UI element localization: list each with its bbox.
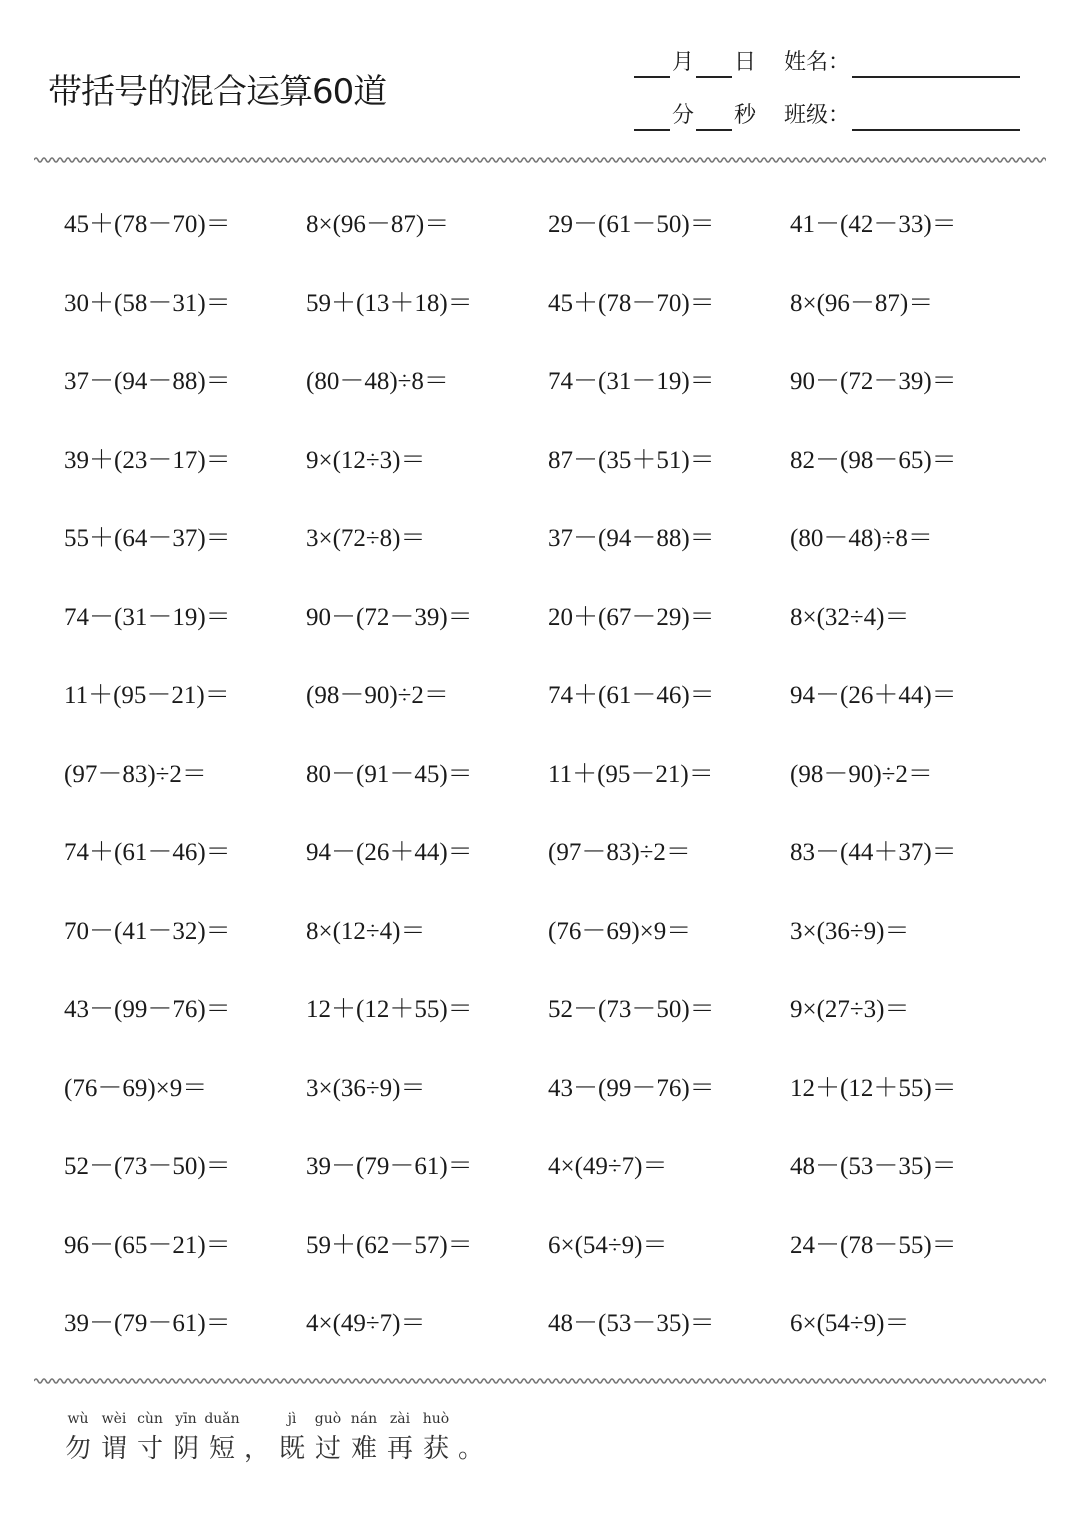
- problem-4: 41－(42－33)＝: [790, 211, 957, 238]
- name-blank[interactable]: [852, 52, 1020, 78]
- problem-32: (98－90)÷2＝: [790, 760, 933, 788]
- proverb-character: 难: [350, 1434, 377, 1464]
- problem-54: 59＋(62－57)＝: [306, 1231, 473, 1259]
- minute-label: 分: [672, 103, 695, 128]
- class-blank[interactable]: [852, 105, 1020, 131]
- top-wavy-path: [34, 158, 1046, 162]
- pinyin-syllable: guò: [314, 1411, 342, 1427]
- problem-3: 29－(61－50)＝: [548, 211, 715, 238]
- worksheet-title: 带括号的混合运算60道: [48, 72, 387, 112]
- problem-34: 94－(26＋44)＝: [306, 839, 473, 866]
- problem-30: 80－(91－45)＝: [306, 760, 473, 788]
- problem-57: 39－(79－61)＝: [64, 1310, 231, 1337]
- problem-31: 11＋(95－21)＝: [548, 760, 714, 788]
- proverb-character: ，: [243, 1434, 270, 1464]
- problem-17: 55＋(64－37)＝: [64, 525, 231, 552]
- class-label: 班级：: [784, 103, 851, 128]
- problem-8: 8×(96－87)＝: [790, 289, 934, 317]
- problem-25: 11＋(95－21)＝: [64, 682, 230, 709]
- problem-24: 8×(32÷4)＝: [790, 603, 910, 631]
- minute-blank[interactable]: [634, 105, 670, 131]
- problem-48: 12＋(12＋55)＝: [790, 1074, 957, 1102]
- pinyin-syllable: nán: [350, 1411, 378, 1427]
- proverb-pinyin: [60, 1411, 488, 1427]
- problem-50: 39－(79－61)＝: [306, 1153, 473, 1180]
- pinyin-syllable: cùn: [137, 1411, 163, 1427]
- problem-53: 96－(65－21)＝: [64, 1231, 231, 1259]
- problem-43: 52－(73－50)＝: [548, 996, 715, 1023]
- problem-44: 9×(27÷3)＝: [790, 996, 910, 1023]
- problem-60: 6×(54÷9)＝: [790, 1310, 910, 1337]
- problem-40: 3×(36÷9)＝: [790, 917, 910, 945]
- problem-41: 43－(99－76)＝: [64, 996, 231, 1023]
- problem-28: 94－(26＋44)＝: [790, 682, 957, 709]
- month-blank[interactable]: [634, 52, 670, 78]
- proverb-character: 过: [314, 1434, 341, 1464]
- proverb-hanzi: [60, 1428, 488, 1465]
- second-label: 秒: [734, 103, 757, 128]
- problem-46: 3×(36÷9)＝: [306, 1074, 426, 1102]
- problem-14: 9×(12÷3)＝: [306, 446, 426, 474]
- bottom-wavy-path: [34, 1379, 1046, 1383]
- time-class-row: [632, 101, 1022, 131]
- proverb-character: 再: [386, 1434, 413, 1464]
- problem-39: (76－69)×9＝: [548, 917, 692, 945]
- problem-11: 74－(31－19)＝: [548, 368, 715, 395]
- problem-59: 48－(53－35)＝: [548, 1310, 715, 1337]
- problem-42: 12＋(12＋55)＝: [306, 996, 473, 1023]
- problem-23: 20＋(67－29)＝: [548, 603, 715, 631]
- problem-22: 90－(72－39)＝: [306, 603, 473, 631]
- proverb-character: 既: [278, 1434, 305, 1464]
- problem-5: 30＋(58－31)＝: [64, 289, 231, 317]
- problem-45: (76－69)×9＝: [64, 1074, 208, 1102]
- second-blank[interactable]: [696, 105, 732, 131]
- date-name-row: [632, 48, 1022, 78]
- problem-58: 4×(49÷7)＝: [306, 1310, 426, 1337]
- proverb-character: 短: [208, 1434, 235, 1464]
- day-label: 日: [734, 50, 757, 75]
- problem-55: 6×(54÷9)＝: [548, 1231, 668, 1259]
- problem-16: 82－(98－65)＝: [790, 446, 957, 474]
- proverb-character: 获: [422, 1434, 449, 1464]
- problem-2: 8×(96－87)＝: [306, 211, 450, 238]
- problem-12: 90－(72－39)＝: [790, 368, 957, 395]
- problem-18: 3×(72÷8)＝: [306, 525, 426, 552]
- proverb-character: 。: [457, 1434, 484, 1464]
- problem-21: 74－(31－19)＝: [64, 603, 231, 631]
- problem-36: 83－(44＋37)＝: [790, 839, 957, 866]
- proverb-character: 勿: [64, 1434, 91, 1464]
- proverb-character: 阴: [172, 1434, 199, 1464]
- pinyin-syllable: jì: [287, 1411, 297, 1427]
- problem-grid: [64, 186, 1032, 1364]
- problem-9: 37－(94－88)＝: [64, 368, 231, 395]
- problem-52: 48－(53－35)＝: [790, 1153, 957, 1180]
- problem-13: 39＋(23－17)＝: [64, 446, 231, 474]
- name-label: 姓名：: [784, 50, 851, 75]
- problem-29: (97－83)÷2＝: [64, 760, 207, 788]
- pinyin-syllable: duǎn: [204, 1411, 240, 1427]
- bottom-wavy-divider: [34, 1376, 1046, 1386]
- day-blank[interactable]: [696, 52, 732, 78]
- problem-56: 24－(78－55)＝: [790, 1231, 957, 1259]
- problem-51: 4×(49÷7)＝: [548, 1153, 668, 1180]
- month-label: 月: [672, 50, 695, 75]
- pinyin-syllable: wù: [67, 1411, 89, 1427]
- problem-38: 8×(12÷4)＝: [306, 917, 426, 945]
- problem-35: (97－83)÷2＝: [548, 839, 691, 866]
- problem-1: 45＋(78－70)＝: [64, 211, 231, 238]
- problem-26: (98－90)÷2＝: [306, 682, 449, 709]
- pinyin-syllable: zài: [389, 1411, 411, 1427]
- pinyin-syllable: [454, 1411, 488, 1427]
- pinyin-syllable: huò: [422, 1411, 450, 1427]
- proverb-character: 谓: [100, 1434, 127, 1464]
- problem-19: 37－(94－88)＝: [548, 525, 715, 552]
- problem-47: 43－(99－76)＝: [548, 1074, 715, 1102]
- problem-37: 70－(41－32)＝: [64, 917, 231, 945]
- problem-6: 59＋(13＋18)＝: [306, 289, 473, 317]
- problem-49: 52－(73－50)＝: [64, 1153, 231, 1180]
- pinyin-syllable: [240, 1411, 274, 1427]
- top-wavy-divider: [34, 155, 1046, 165]
- pinyin-syllable: wèi: [101, 1411, 127, 1427]
- proverb-character: 寸: [136, 1434, 163, 1464]
- pinyin-syllable: yīn: [175, 1411, 197, 1427]
- problem-7: 45＋(78－70)＝: [548, 289, 715, 317]
- problem-20: (80－48)÷8＝: [790, 525, 933, 552]
- problem-10: (80－48)÷8＝: [306, 368, 449, 395]
- problem-15: 87－(35＋51)＝: [548, 446, 715, 474]
- problem-33: 74＋(61－46)＝: [64, 839, 231, 866]
- problem-27: 74＋(61－46)＝: [548, 682, 715, 709]
